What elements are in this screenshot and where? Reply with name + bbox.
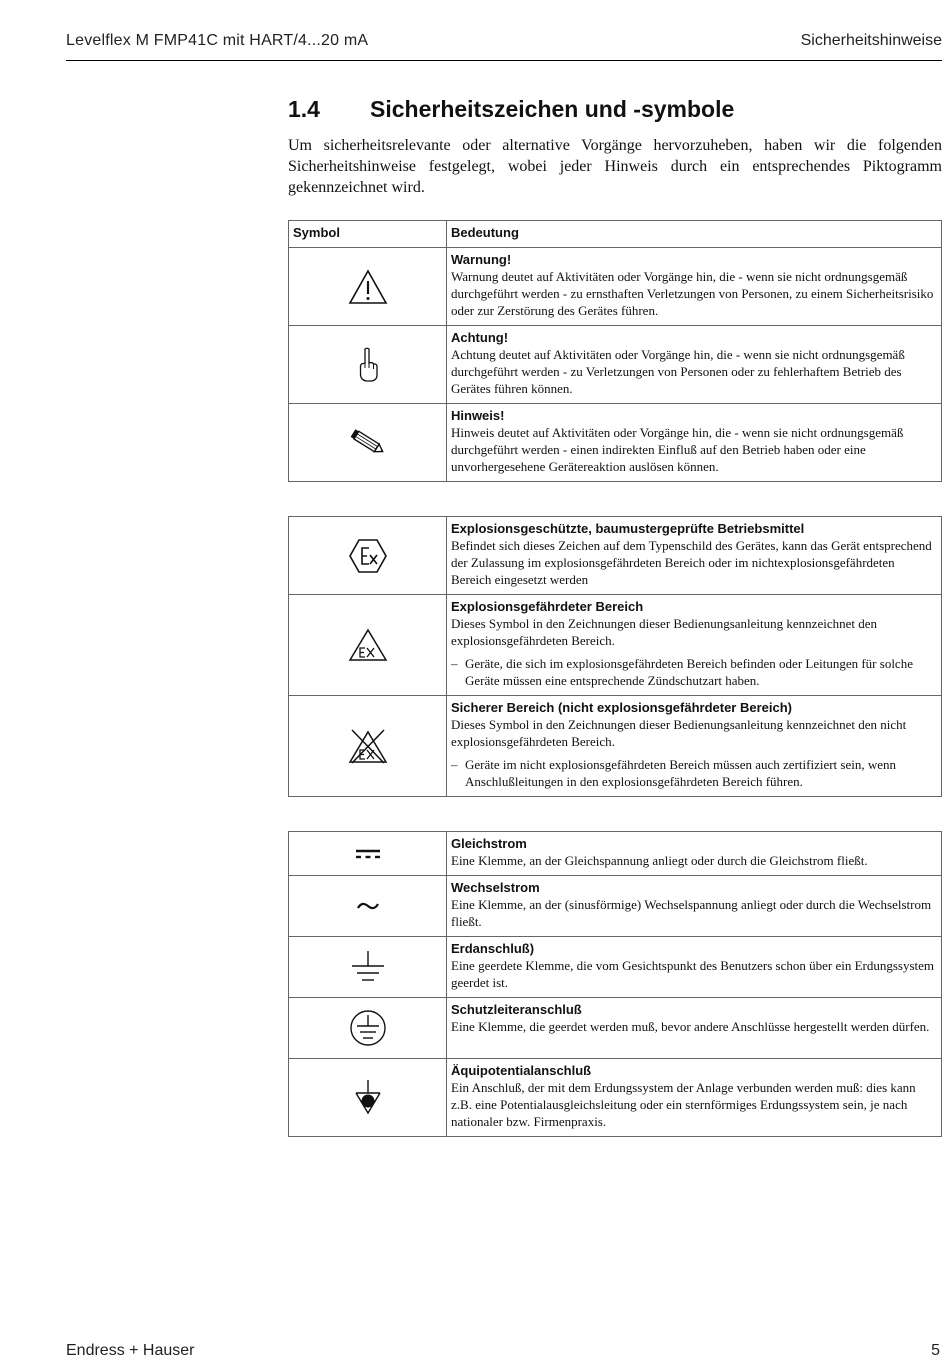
table-row — [289, 1059, 942, 1137]
equipotential-icon — [353, 1079, 383, 1117]
table-row — [289, 832, 942, 876]
section-number: 1.4 — [288, 96, 320, 122]
main-content — [288, 96, 942, 1137]
row-title: Wechselstrom — [451, 880, 540, 895]
row-text: Eine Klemme, an der (sinusförmige) Wechselspannung anliegt oder durch die Wechselstrom fließt. — [451, 897, 932, 929]
row-title: Achtung! — [451, 330, 509, 345]
footer-company: Endress + Hauser — [66, 1342, 195, 1359]
warning-triangle-icon — [348, 269, 388, 305]
table-row — [289, 876, 942, 937]
table-row — [289, 998, 942, 1059]
ex-triangle-icon — [348, 628, 388, 662]
dash-icon: – — [451, 656, 458, 671]
pointing-hand-icon — [356, 347, 380, 383]
col-meaning-header: Bedeutung — [447, 221, 942, 248]
table-row — [289, 595, 942, 696]
section-heading — [288, 96, 942, 123]
ex-hexagon-icon — [348, 538, 388, 574]
table-row — [289, 404, 942, 482]
bullet-text: Geräte im nicht explosionsgefährdeten Bereich müssen auch zertifiziert sein, wenn Anschlußleitungen in den explosionsgefährdeten Bereich führen. — [465, 757, 897, 789]
row-title: Explosionsgeschützte, baumustergeprüfte Betriebsmittel — [451, 521, 805, 536]
row-text: Hinweis deutet auf Aktivitäten oder Vorgänge hin, die - wenn sie nicht ordnungsgemäß durchgeführt werden - einen indirekten Einfluß auf den Betrieb haben oder eine unvorhergesehene Gerätereaktion auslösen können. — [451, 425, 904, 474]
row-title: Schutzleiteranschluß — [451, 1002, 582, 1017]
row-title: Äquipotentialanschluß — [451, 1063, 592, 1078]
protective-earth-icon — [349, 1009, 387, 1047]
ground-icon — [350, 950, 386, 984]
row-text: Eine geerdete Klemme, die vom Gesichtspunkt des Benutzers schon über ein Erdungssystem geerdet ist. — [451, 958, 935, 990]
row-text: Eine Klemme, an der Gleichspannung anliegt oder durch die Gleichstrom fließt. — [451, 853, 868, 868]
table-row — [289, 937, 942, 998]
col-symbol-header: Symbol — [289, 221, 447, 248]
row-title: Erdanschluß) — [451, 941, 535, 956]
intro-paragraph: Um sicherheitsrelevante oder alternative Vorgänge hervorzuheben, haben wir die folgenden Sicherheitshinweise festgelegt, wobei jeder Hinweis durch ein entsprechendes Piktogramm gekennzeichnet wird. — [288, 137, 942, 196]
dash-icon: – — [451, 757, 458, 772]
list-item — [451, 756, 937, 790]
row-title: Gleichstrom — [451, 836, 527, 851]
row-title: Hinweis! — [451, 408, 505, 423]
ex-triangle-crossed-icon — [348, 728, 388, 764]
pencil-note-icon — [348, 428, 388, 458]
row-text: Befindet sich dieses Zeichen auf dem Typenschild des Gerätes, kann das Gerät entsprechend der Zulassung im explosionsgefährdeten Bereich oder im nichtexplosionsgefährdeten Bereich eingesetzt werden — [451, 538, 932, 587]
table-header-row — [289, 221, 942, 248]
direct-current-icon — [355, 847, 381, 861]
row-title: Warnung! — [451, 252, 512, 267]
ex-symbols-table — [288, 516, 942, 797]
alternating-current-icon — [356, 899, 380, 913]
row-title: Sicherer Bereich (nicht explosionsgefährdeter Bereich) — [451, 700, 792, 715]
safety-symbols-table — [288, 220, 942, 482]
row-title: Explosionsgefährdeter Bereich — [451, 599, 644, 614]
header-chapter: Sicherheitshinweise — [800, 32, 942, 49]
row-text: Ein Anschluß, der mit dem Erdungssystem der Anlage verbunden werden muß: dies kann z.B. eine Potentialausgleichsleitung oder ein sternförmiges Erdungssystem sein, je nach nationaler bzw. Firmenpraxis. — [451, 1080, 916, 1129]
page-header — [66, 30, 942, 61]
row-text: Dieses Symbol in den Zeichnungen dieser Bedienungsanleitung kennzeichnet den nicht explosionsgefährdeten Bereich. — [451, 717, 907, 749]
header-product: Levelflex M FMP41C mit HART/4...20 mA — [66, 32, 369, 49]
row-text: Dieses Symbol in den Zeichnungen dieser Bedienungsanleitung kennzeichnet den explosionsgefährdeten Bereich. — [451, 616, 877, 648]
table-row — [289, 517, 942, 595]
page-number: 5 — [931, 1342, 940, 1359]
table-row — [289, 326, 942, 404]
section-title: Sicherheitszeichen und -symbole — [370, 96, 735, 122]
table-row — [289, 248, 942, 326]
table-row — [289, 696, 942, 797]
row-text: Eine Klemme, die geerdet werden muß, bevor andere Anschlüsse hergestellt werden dürfen. — [451, 1019, 930, 1034]
row-text: Warnung deutet auf Aktivitäten oder Vorgänge hin, die - wenn sie nicht ordnungsgemäß durchgeführt werden - zu ernsthaften Verletzungen von Personen, zu einem Sicherheitsrisiko oder zur Zerstörung des Gerätes führen. — [451, 269, 934, 318]
row-text: Achtung deutet auf Aktivitäten oder Vorgänge hin, die - wenn sie nicht ordnungsgemäß durchgeführt werden - zu Verletzungen von Personen oder zu fehlerhaftem Betrieb des Gerätes führen können. — [451, 347, 905, 396]
bullet-text: Geräte, die sich im explosionsgefährdeten Bereich befinden oder Leitungen für solche Geräte müssen eine entsprechende Zündschutzart haben. — [465, 656, 913, 688]
electrical-symbols-table — [288, 831, 942, 1137]
list-item — [451, 655, 937, 689]
